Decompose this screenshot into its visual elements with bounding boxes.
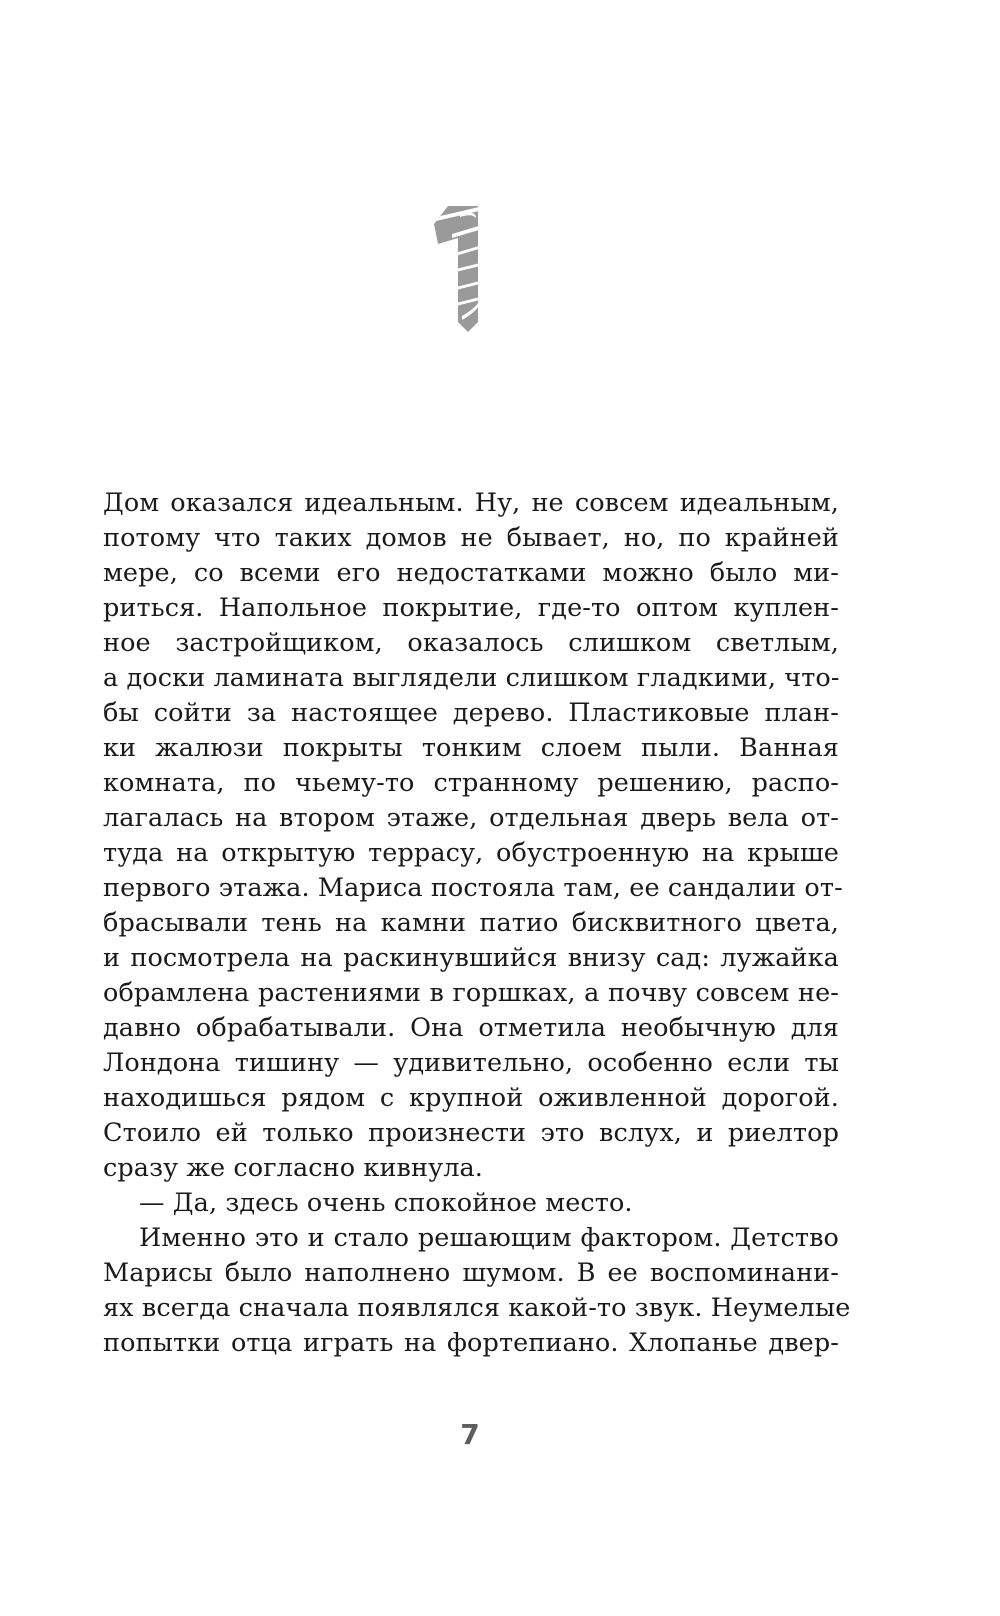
text-line: ки жалюзи покрыты тонким слоем пыли. Ванная — [103, 733, 839, 763]
chapter-one-ornament-icon — [432, 204, 492, 334]
text-line: потому что таких домов не бывает, но, по крайней — [103, 523, 839, 553]
text-line: Лондона тишину — удивительно, особенно если ты — [103, 1048, 839, 1078]
text-line: ях всегда сначала появлялся какой-то звук. Неумелые — [103, 1293, 851, 1323]
chapter-body-text — [103, 486, 851, 1361]
text-line: обрамлена растениями в горшках, а почву совсем не- — [103, 978, 839, 1008]
paragraph-start-line: Именно это и стало решающим фактором. Детство — [139, 1223, 839, 1253]
text-line: туда на открытую террасу, обустроенную на крыше — [103, 838, 839, 868]
chapter-number-ornament — [432, 204, 492, 334]
text-line: а доски ламината выглядели слишком гладкими, что- — [103, 663, 840, 693]
text-line: и посмотрела на раскинувшийся внизу сад: лужайка — [103, 943, 839, 973]
text-line: Стоило ей только произнести это вслух, и риелтор — [103, 1118, 839, 1148]
text-line: комната, по чьему-то странному решению, распо- — [103, 768, 839, 798]
dialogue-line: — Да, здесь очень спокойное место. — [139, 1188, 633, 1218]
text-line: бы сойти за настоящее дерево. Пластиковые план- — [103, 698, 839, 728]
text-line: попытки отца играть на фортепиано. Хлопанье двер- — [103, 1328, 839, 1358]
page-number: 7 — [460, 1418, 480, 1451]
text-line: брасывали тень на камни патио бисквитного цвета, — [103, 908, 839, 938]
text-line: ное застройщиком, оказалось слишком светлым, — [103, 628, 839, 658]
text-line: риться. Напольное покрытие, где-то оптом куплен- — [103, 593, 839, 623]
text-line: лагалась на втором этаже, отдельная дверь вела от- — [103, 803, 839, 833]
text-line: находишься рядом с крупной оживленной дорогой. — [103, 1083, 839, 1113]
text-line: Дом оказался идеальным. Ну, не совсем идеальным, — [103, 488, 839, 518]
text-line: первого этажа. Мариса постояла там, ее сандалии от- — [103, 873, 843, 903]
text-line: сразу же согласно кивнула. — [103, 1153, 484, 1183]
text-line: Марисы было наполнено шумом. В ее воспоминани- — [103, 1258, 839, 1288]
text-line: давно обрабатывали. Она отметила необычную для — [103, 1013, 839, 1043]
text-line: мере, со всеми его недостатками можно было ми- — [103, 558, 839, 588]
